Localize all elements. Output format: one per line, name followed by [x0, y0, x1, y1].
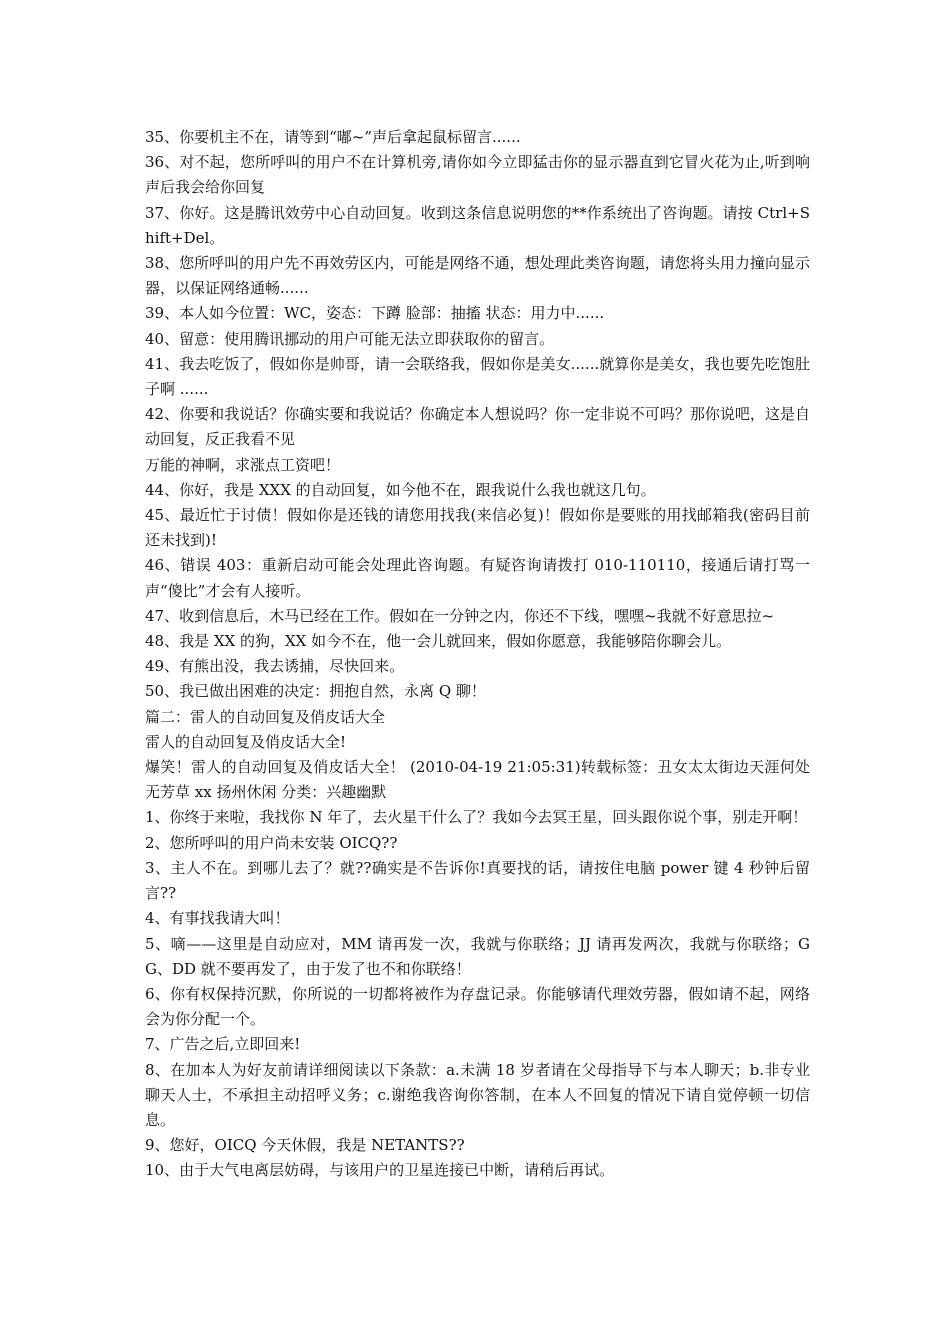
paragraph-35: 35、你要机主不在，请等到“嘟~”声后拿起鼠标留言...... [145, 128, 521, 146]
article-meta: 爆笑！雷人的自动回复及俏皮话大全！ (2010-04-19 21:05:31)转载标签：丑女太太街边天涯何处无芳草 xx 扬州休闲 分类：兴趣幽默 [145, 758, 810, 802]
item-9: 9、您好，OICQ 今天休假，我是 NETANTS?? [145, 1136, 465, 1155]
section-heading: 篇二：雷人的自动回复及俏皮话大全 [145, 707, 386, 726]
paragraph-36: 36、对不起，您所呼叫的用户不在计算机旁,请你如今立即猛击你的显示器直到它冒火花为止,听到响声后我会给你回复 [145, 153, 810, 197]
paragraph-48: 48、我是 XX 的狗，XX 如今不在，他一会儿就回来，假如你愿意，我能够陪你聊会儿。 [145, 632, 732, 651]
item-6: 6、你有权保持沉默，你所说的一切都将被作为存盘记录。你能够请代理效劳器，假如请不起，网络会为你分配一个。 [145, 984, 810, 1029]
paragraph-43: 万能的神啊，求涨点工资吧！ [145, 455, 341, 474]
item-8: 8、在加本人为好友前请详细阅读以下条款：a.未满 18 岁者请在父母指导下与本人聊天；b.非专业聊天人士，不承担主动招呼义务；c.谢绝我咨询你答制，在本人不回复的情况下请自觉停顿一切信息。 [145, 1060, 810, 1129]
paragraph-39: 39、本人如今位置：WC，姿态：下蹲 脸部：抽搐 状态：用力中...... [145, 304, 605, 323]
item-5: 5、嘀——这里是自动应对，MM 请再发一次，我就与你联络；JJ 请再发两次，我就与你联络；GG、DD 就不要再发了，由于发了也不和你联络！ [145, 934, 810, 978]
paragraph-37: 37、你好。这是腾讯效劳中心自动回复。收到这条信息说明您的**作系统出了咨询题。请按 Ctrl+Shift+Del。 [145, 203, 810, 247]
item-7: 7、广告之后,立即回来! [145, 1035, 301, 1054]
paragraph-42: 42、你要和我说话？你确实要和我说话？你确定本人想说吗？你一定非说不可吗？那你说吧，这是自动回复，反正我看不见 [145, 405, 810, 449]
paragraph-46: 46、错误 403：重新启动可能会处理此咨询题。有疑咨询请拨打 010-110110，接通后请打骂一声“傻比”才会有人接听。 [145, 556, 810, 600]
item-3: 3、主人不在。到哪儿去了？就??确实是不告诉你!真要找的话，请按住电脑 power 键 4 秒钟后留言?? [145, 858, 810, 903]
paragraph-49: 49、有熊出没，我去诱捕，尽快回来。 [145, 657, 405, 676]
paragraph-50: 50、我已做出困难的决定：拥抱自然，永离 Q 聊！ [145, 682, 486, 701]
paragraph-44: 44、你好，我是 XXX 的自动回复，如今他不在，跟我说什么我也就这几句。 [145, 480, 656, 499]
paragraph-41: 41、我去吃饭了，假如你是帅哥，请一会联络我，假如你是美女......就算你是美女，我也要先吃饱肚子啊 ...... [145, 354, 810, 399]
paragraph-38: 38、您所呼叫的用户先不再效劳区内，可能是网络不通，想处理此类咨询题，请您将头用力撞向显示器，以保证网络通畅...... [145, 254, 810, 298]
paragraph-45: 45、最近忙于讨债！假如你是还钱的请您用找我(来信必复)！假如你是要账的用找邮箱我(密码目前还未找到)! [145, 506, 810, 550]
item-1: 1、你终于来啦，我找你 N 年了，去火星干什么了？我如今去冥王星，回头跟你说个事，别走开啊！ [145, 808, 808, 827]
paragraph-40: 40、留意：使用腾讯挪动的用户可能无法立即获取你的留言。 [145, 329, 555, 348]
section-title: 雷人的自动回复及俏皮话大全! [145, 732, 347, 751]
item-10: 10、由于大气电离层妨碍，与该用户的卫星连接已中断，请稍后再试。 [145, 1161, 615, 1180]
document-body [145, 125, 810, 1184]
item-2: 2、您所呼叫的用户尚未安装 OICQ?? [145, 833, 398, 852]
item-4: 4、有事找我请大叫！ [145, 909, 290, 928]
paragraph-47: 47、收到信息后，木马已经在工作。假如在一分钟之内，你还不下线，嘿嘿~我就不好意思拉~ [145, 606, 775, 625]
